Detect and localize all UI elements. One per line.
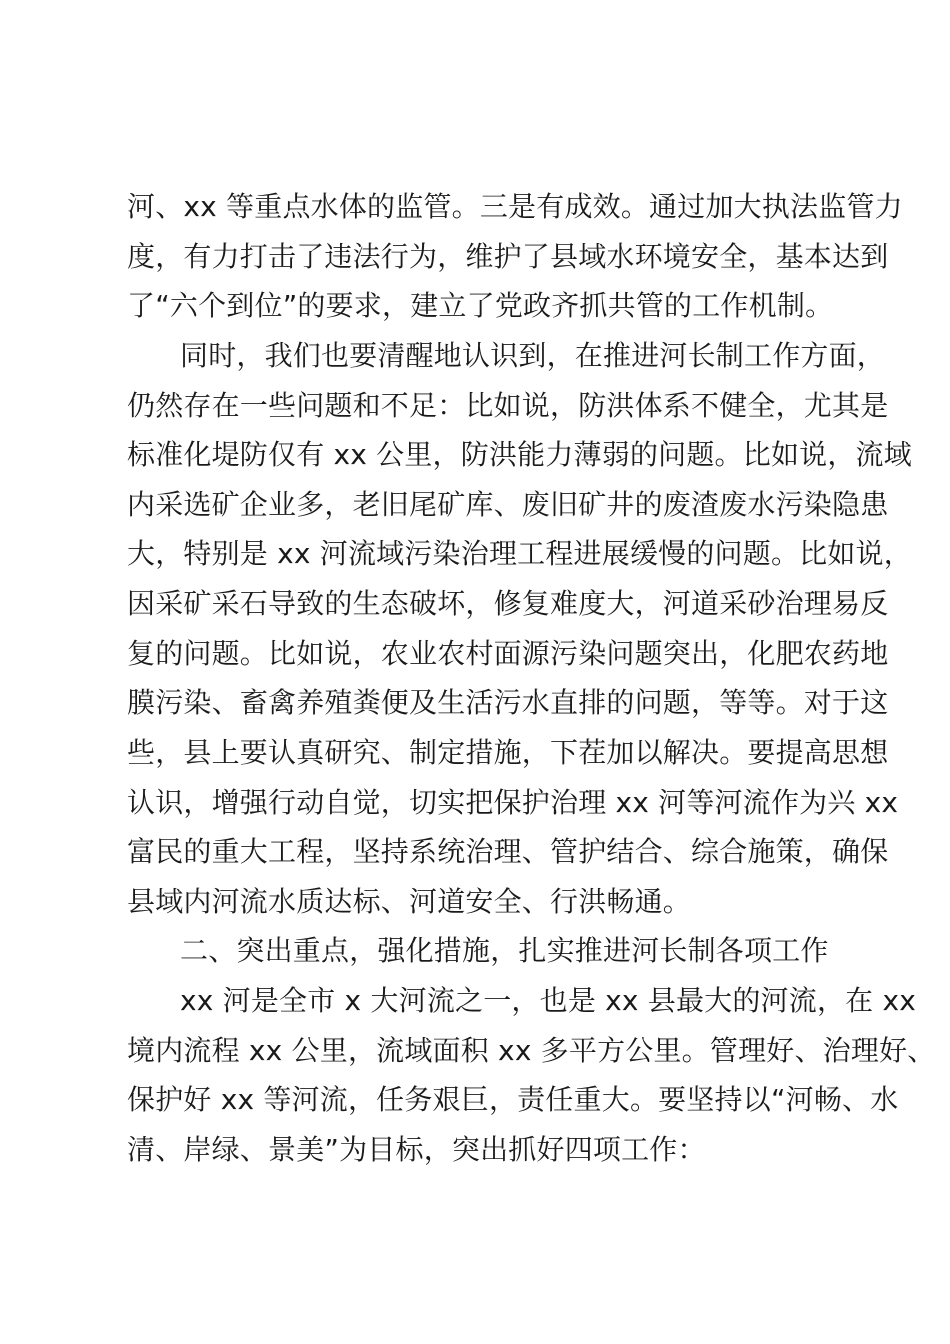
text-line: 认识，增强行动自觉，切实把保护治理 xx 河等河流作为兴 xx (127, 786, 899, 819)
text-line: 些，县上要认真研究、制定措施，下茬加以解决。要提高思想 (127, 736, 889, 769)
text-line: 河、xx 等重点水体的监管。三是有成效。通过加大执法监管力 (127, 190, 903, 223)
text-line: 保护好 xx 等河流，任务艰巨，责任重大。要坚持以“河畅、水 (127, 1083, 899, 1116)
text-line: 因采矿采石导致的生态破坏，修复难度大，河道采砂治理易反 (127, 587, 889, 620)
text-line: 清、岸绿、景美”为目标，突出抓好四项工作： (127, 1133, 706, 1166)
text-line: 标准化堤防仅有 xx 公里，防洪能力薄弱的问题。比如说，流域 (127, 438, 912, 471)
text-line: 膜污染、畜禽养殖粪便及生活污水直排的问题，等等。对于这 (127, 686, 889, 719)
text-line: 内采选矿企业多，老旧尾矿库、废旧矿井的废渣废水污染隐患 (127, 488, 889, 521)
text-line: 仍然存在一些问题和不足：比如说，防洪体系不健全，尤其是 (127, 389, 889, 422)
text-line: 复的问题。比如说，农业农村面源污染问题突出，化肥农药地 (127, 637, 889, 670)
text-line: 富民的重大工程，坚持系统治理、管护结合、综合施策，确保 (127, 835, 889, 868)
text-line: 度，有力打击了违法行为，维护了县域水环境安全，基本达到 (127, 240, 889, 273)
text-line: 县域内河流水质达标、河道安全、行洪畅通。 (127, 885, 692, 918)
text-line: 大，特别是 xx 河流域污染治理工程进展缓慢的问题。比如说， (127, 537, 912, 570)
text-line: 了“六个到位”的要求，建立了党政齐抓共管的工作机制。 (127, 289, 834, 322)
paragraph-first-line: xx 河是全市 x 大河流之一，也是 xx 县最大的河流，在 xx (180, 984, 916, 1017)
text-line: 境内流程 xx 公里，流域面积 xx 多平方公里。管理好、治理好、 (127, 1034, 936, 1067)
section-heading: 二、突出重点，强化措施，扎实推进河长制各项工作 (180, 934, 829, 967)
paragraph-first-line: 同时，我们也要清醒地认识到，在推进河长制工作方面， (180, 339, 886, 372)
